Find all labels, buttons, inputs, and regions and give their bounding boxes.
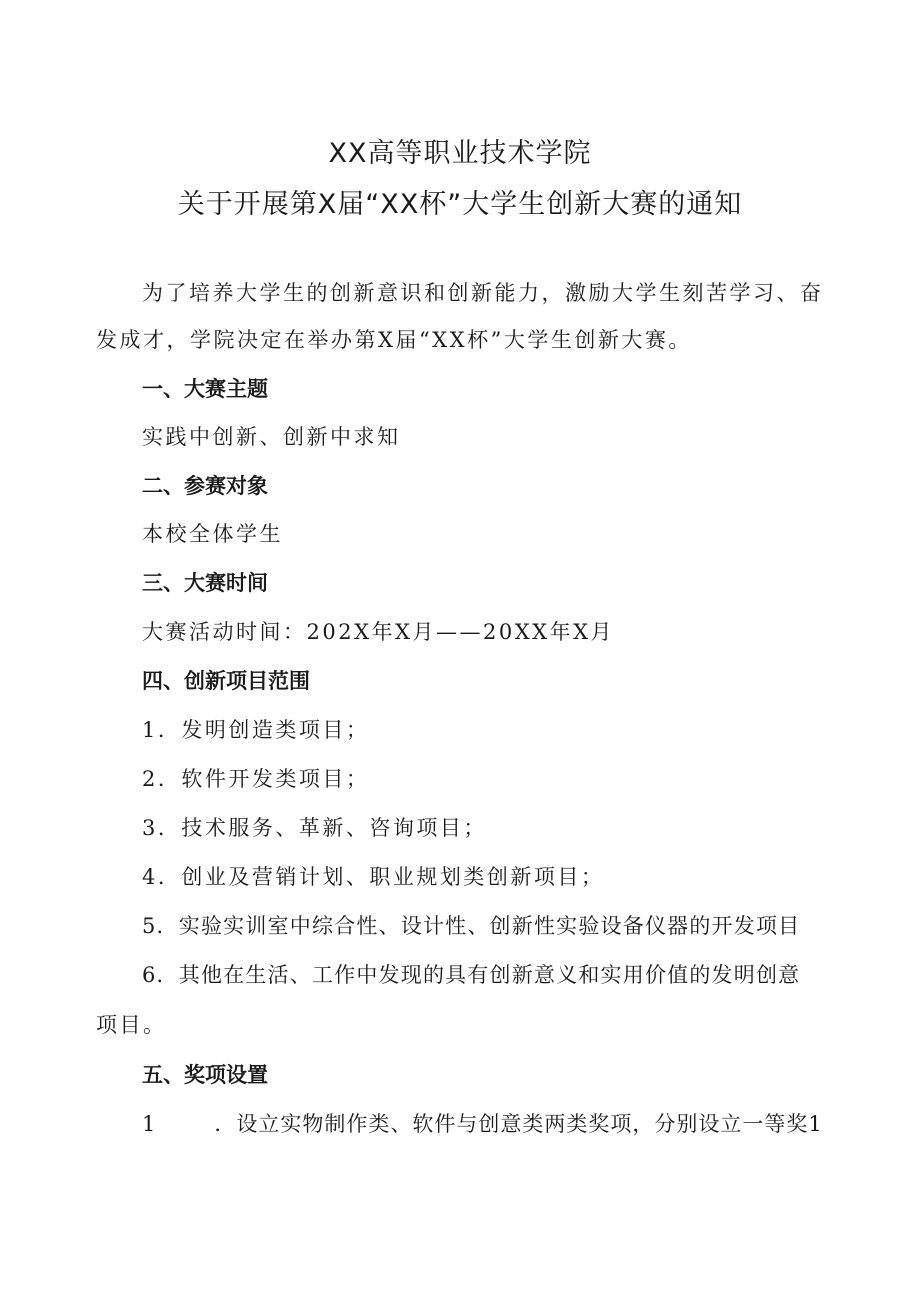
section-body-theme: 实践中创新、创新中求知 [142, 425, 401, 449]
awards-item-1 [142, 1109, 823, 1139]
section-heading-participants: 二、参赛对象 [142, 474, 268, 498]
awards-item-1-text: ．设立实物制作类、软件与创意类两类奖项，分别设立一等奖1 [214, 1112, 823, 1136]
list-item: 3．技术服务、革新、咨询项目； [142, 816, 487, 840]
list-item: 4．创业及营销计划、职业规划类创新项目； [142, 865, 605, 889]
list-item: 5．实验实训室中综合性、设计性、创新性实验设备仪器的开发项目 [142, 914, 801, 938]
intro-paragraph-line-1: 为了培养大学生的创新意识和创新能力，激励大学生刻苦学习、奋 [142, 281, 824, 305]
list-item: 2．软件开发类项目； [142, 767, 370, 791]
section-body-time: 大赛活动时间：202X年X月——20XX年X月 [142, 620, 615, 644]
section-heading-scope: 四、创新项目范围 [142, 669, 310, 693]
list-item: 1．发明创造类项目； [142, 718, 370, 742]
list-item-continued: 项目。 [96, 1013, 167, 1037]
section-heading-theme: 一、大赛主题 [142, 377, 268, 401]
list-item: 6．其他在生活、工作中发现的具有创新意义和实用价值的发明创意 [142, 963, 801, 987]
section-heading-awards: 五、奖项设置 [142, 1063, 268, 1087]
intro-paragraph-line-2: 发成才，学院决定在举办第X届“XX杯”大学生创新大赛。 [96, 328, 692, 352]
document-title-line-2: 关于开展第X届“XX杯”大学生创新大赛的通知 [177, 189, 743, 220]
document-title-line-1: XX高等职业技术学院 [328, 138, 592, 169]
section-body-participants: 本校全体学生 [142, 522, 283, 546]
awards-item-1-number: 1 [142, 1112, 157, 1136]
section-heading-time: 三、大赛时间 [142, 571, 268, 595]
